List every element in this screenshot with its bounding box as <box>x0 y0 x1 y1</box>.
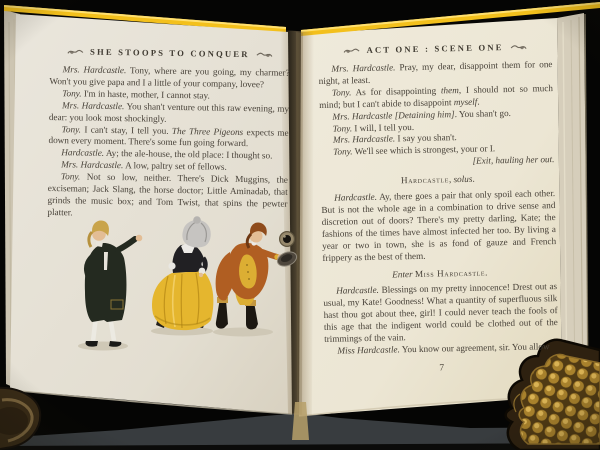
text-segment: . <box>472 173 475 184</box>
text-segment: I say you shan't. <box>395 132 457 144</box>
stage-direction <box>321 172 555 189</box>
flourish-icon <box>343 46 361 55</box>
right-page-paragraphs <box>318 59 558 358</box>
text-segment: . <box>477 96 480 107</box>
text-segment: [Detaining him] <box>394 108 455 121</box>
text-segment: Tony. <box>60 171 81 182</box>
text-segment: We'll see which is strongest, your or I. <box>352 143 496 157</box>
text-segment: Hardcastle. <box>336 285 380 297</box>
flourish-icon <box>67 47 85 56</box>
text-segment: [Exit, hauling her out. <box>472 154 555 167</box>
left-page-paragraphs <box>47 64 289 223</box>
dialogue-paragraph <box>321 188 556 264</box>
right-page-text <box>318 41 559 376</box>
text-segment: Tony, where are you going, my charmer? Won't you give papa and I a little of your company, lovee? <box>49 65 290 90</box>
text-segment: As for disappointing <box>351 85 442 98</box>
text-segment: Ay, there goes a pair that only spoil each other. But is not the whole age in a combination to drive sense and discretion out of doors? There's my pretty darling, Kate; the fashions of the times have almost infected her too. By living a year or two in town, she is as fond of gauze and French frippery as the best of them. <box>321 188 557 263</box>
text-segment: Mrs. Hardcastle. <box>332 133 396 146</box>
text-segment: You shan't venture out this raw evening, my dear: you look most shockingly. <box>48 100 290 124</box>
text-segment: I will, I tell you. <box>351 121 415 133</box>
text-segment: Pray, my dear, disappoint them for one night, at least. <box>318 59 553 86</box>
dialogue-paragraph <box>47 171 288 222</box>
text-segment: . <box>484 267 488 278</box>
text-segment: Hardcastle <box>400 174 450 186</box>
text-segment: Mrs. Hardcastle. <box>331 62 396 74</box>
stage-direction <box>323 266 557 283</box>
dialogue-paragraph <box>323 281 558 345</box>
text-segment: Enter <box>392 268 413 279</box>
text-segment: I'm in haste, mother, I cannot stay. <box>81 88 210 101</box>
text-segment: Mrs. Hardcastle. <box>61 99 125 111</box>
text-segment: A low, paltry set of fellows. <box>123 160 227 173</box>
right-header-title: ACT ONE : SCENE ONE <box>366 42 504 55</box>
text-segment: Mrs. Hardcastle. <box>61 159 124 171</box>
text-segment: Not so low, neither. There's Dick Muggins, the exciseman; Jack Slang, the horse doctor; Little Aminadab, that grinds the music box; and Tom Twist, that spins the pewter platter. <box>47 171 289 218</box>
text-segment: Miss Hardcastle. <box>337 344 400 356</box>
text-segment: Tony. <box>62 88 82 99</box>
text-segment: Tony. <box>61 123 82 135</box>
page-number: 7 <box>439 362 445 374</box>
text-segment: The Three Pigeons <box>171 125 244 137</box>
text-segment: , <box>448 174 454 185</box>
flourish-icon <box>255 50 273 59</box>
left-header-title: SHE STOOPS TO CONQUER <box>90 46 250 60</box>
text-segment: Miss Hardcastle <box>414 267 486 279</box>
left-page-text <box>47 46 290 223</box>
text-segment: Blessings on my pretty innocence! Drest out as usual, my Kate! Goodness! What a quantity of superfluous silk hast thou got about thee, girl! I could never teach the fools of this age that the indigent world could be clothed out of the trimmings of the vain. <box>323 281 558 344</box>
text-segment: . You shan't go. <box>454 107 511 119</box>
flourish-icon <box>509 42 527 51</box>
text-segment: Tony. <box>332 122 353 134</box>
text-segment: , I should not so much mind; but I can't abide to disappoint <box>319 82 554 110</box>
text-segment: Tony. <box>331 87 352 98</box>
text-segment: myself <box>453 96 478 107</box>
text-segment: expects me down every moment. There's some fun going forward. <box>48 126 289 149</box>
text-segment: them <box>440 84 459 96</box>
text-segment: solus <box>453 173 473 185</box>
text-segment: Mrs. Hardcastle. <box>62 64 127 76</box>
text-segment: Mrs. Hardcastle <box>332 110 393 122</box>
text-segment: Tony. <box>333 146 353 158</box>
text-segment: Hardcastle. <box>334 191 378 203</box>
text-segment: You know our agreement, sir. You allow <box>399 341 550 355</box>
text-segment: I can't stay, I tell you. <box>80 124 173 136</box>
text-segment: Hardcastle. <box>61 147 105 159</box>
text-segment: Ay; the ale-house, the old place: I thought so. <box>104 148 273 161</box>
